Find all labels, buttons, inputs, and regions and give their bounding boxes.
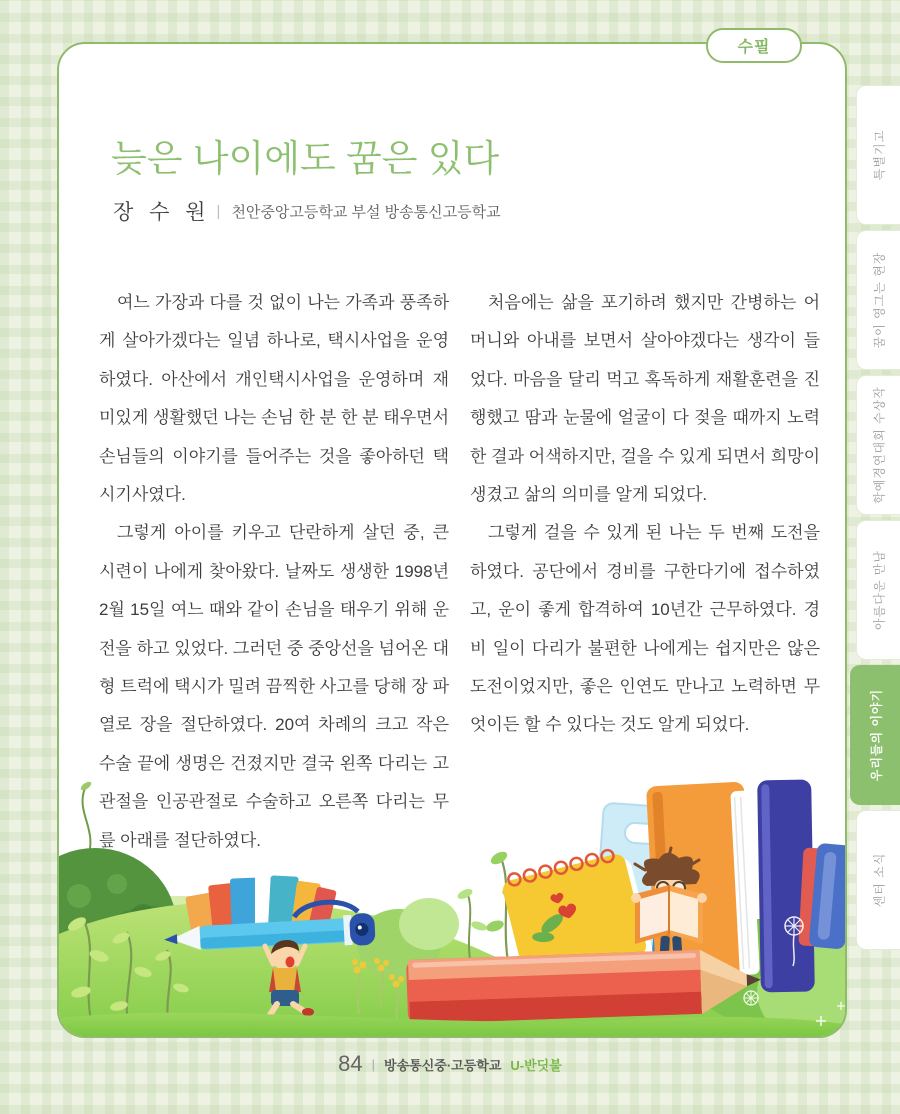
paragraph: 그렇게 아이를 키우고 단란하게 살던 중, 큰 시련이 나에게 찾아왔다. 날짜도 생생한 1998년 2월 15일 여느 때와 같이 손님을 태우기 위해 운전을 하고 있었다. 그러던 중 중앙선을 넘어온 대형 트럭에 택시가 밀려 끔찍한 사고를 당해 장 파열로 장을 절단하였다. 20여 차례의 크고 작은 수술 끝에 생명은 건졌지만 결국 왼쪽 다리는 고관절을 인공관절로 수술하고 오른쪽 다리는 무릎 아래를 절단하였다.: [99, 523, 449, 850]
footer-brand-name: U-반딧불: [510, 1057, 562, 1073]
paragraph: 처음에는 삶을 포기하려 했지만 간병하는 어머니와 아내를 보면서 살아야겠다는 생각이 들었다. 마음을 달리 먹고 혹독하게 재활훈련을 진행했고 땀과 눈물에 얼굴이 다 젖을 때까지 노력한 결과 어색하지만, 걸을 수 있게 되면서 희망이 생겼고 삶의 의미를 알게 되었다.: [470, 293, 820, 505]
tab-label: 우리들의 이야기: [869, 688, 883, 782]
tab-label: 아름다운 만남: [872, 550, 886, 630]
article-card: [57, 42, 847, 1038]
paragraph: 그렇게 걸을 수 있게 된 나는 두 번째 도전을 하였다. 공단에서 경비를 구한다기에 접수하였고, 운이 좋게 합격하여 10년간 근무하였다. 경비 일이 다리가 불편한 나에게는 쉽지만은 않은 도전이었지만, 좋은 인연도 만나고 노력하면 무엇이든 할 수 있다는 것도 알게 되었다.: [470, 523, 820, 735]
section-tabs: [856, 85, 900, 955]
author-affiliation: 천안중앙고등학교 부설 방송통신고등학교: [231, 203, 501, 221]
tab-beautiful-meeting[interactable]: [856, 520, 900, 660]
byline: [113, 196, 501, 226]
footer-divider: |: [371, 1056, 376, 1072]
tab-dream-field[interactable]: [856, 230, 900, 370]
tab-contest-winners[interactable]: [856, 375, 900, 515]
page-number: 84: [338, 1051, 363, 1076]
tab-label: 학예경연대회 수상작: [872, 386, 886, 504]
tab-our-stories[interactable]: [850, 665, 900, 805]
tab-label: 센터 소식: [872, 852, 886, 908]
tab-label: 꿈이 영그는 현장: [872, 251, 886, 349]
page-title: 늦은 나이에도 꿈은 있다: [111, 138, 500, 179]
tab-special-contribution[interactable]: [856, 85, 900, 225]
page-footer: [0, 1048, 900, 1080]
tab-label: 특별기고: [872, 129, 886, 181]
tab-center-news[interactable]: [856, 810, 900, 950]
byline-divider: |: [216, 202, 221, 220]
author-name: 장 수 원: [113, 201, 211, 224]
footer-school-name: 방송통신중·고등학교: [384, 1057, 502, 1073]
category-badge: 수필: [706, 28, 802, 63]
children-books-illustration: [59, 766, 845, 1036]
paragraph: 여느 가장과 다를 것 없이 나는 가족과 풍족하게 살아가겠다는 일념 하나로, 택시사업을 운영하였다. 아산에서 개인택시사업을 운영하며 재미있게 생활했던 나는 손님 한 분 한 분 태우면서 손님들의 이야기를 들어주는 것을 좋아하던 택시기사였다.: [99, 293, 449, 505]
